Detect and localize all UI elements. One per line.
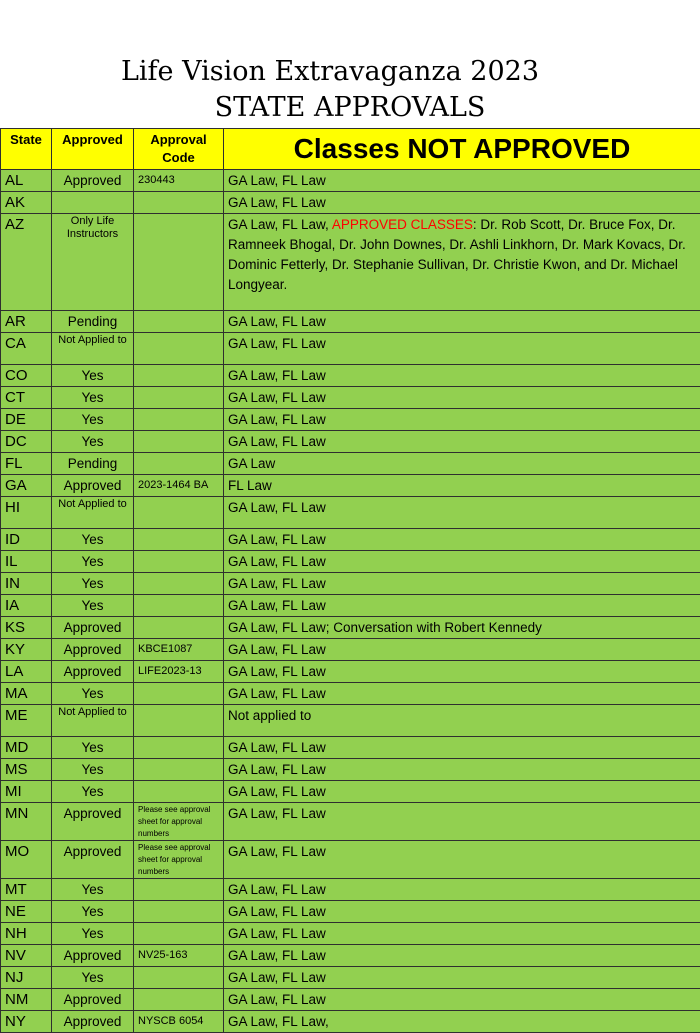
state-cell: MT [1, 879, 52, 901]
approval-code-cell [134, 683, 224, 705]
approved-cell: Yes [52, 781, 134, 803]
state-cell: MO [1, 841, 52, 879]
approval-code-cell [134, 989, 224, 1011]
approval-code-cell [134, 759, 224, 781]
header-classes-not-approved: Classes NOT APPROVED [224, 129, 700, 170]
not-approved-classes-cell: GA Law, FL Law [224, 989, 700, 1011]
table-header-row [1, 129, 700, 170]
header-state: State [1, 129, 52, 170]
not-approved-classes-cell: GA Law, FL Law [224, 639, 700, 661]
table-row [1, 901, 700, 923]
header-approval-code: Approval Code [134, 129, 224, 170]
not-approved-classes-cell: GA Law, FL Law [224, 901, 700, 923]
approval-code-cell: LIFE2023-13 [134, 661, 224, 683]
table-row [1, 475, 700, 497]
state-cell: DE [1, 409, 52, 431]
table-row [1, 551, 700, 573]
approval-code-cell: Please see approval sheet for approval numbers [134, 803, 224, 841]
approved-cell: Yes [52, 759, 134, 781]
approved-cell: Approved [52, 170, 134, 192]
table-row [1, 803, 700, 841]
not-approved-classes-cell: GA Law, FL Law [224, 497, 700, 529]
approved-cell: Yes [52, 551, 134, 573]
approval-code-cell [134, 705, 224, 737]
approval-code-cell [134, 529, 224, 551]
approved-cell: Yes [52, 387, 134, 409]
approved-cell: Yes [52, 595, 134, 617]
table-row [1, 841, 700, 879]
table-row [1, 945, 700, 967]
state-cell: CT [1, 387, 52, 409]
not-approved-classes-cell: GA Law, FL Law [224, 841, 700, 879]
approved-classes-label: APPROVED CLASSES [332, 217, 473, 232]
approved-cell: Yes [52, 409, 134, 431]
approval-code-cell [134, 595, 224, 617]
approved-cell: Approved [52, 803, 134, 841]
approval-code-cell: Please see approval sheet for approval numbers [134, 841, 224, 879]
state-cell: MD [1, 737, 52, 759]
approved-cell [52, 192, 134, 214]
approved-cell: Approved [52, 617, 134, 639]
table-row [1, 781, 700, 803]
approval-code-cell: 2023-1464 BA [134, 475, 224, 497]
state-cell: NE [1, 901, 52, 923]
state-cell: NY [1, 1011, 52, 1033]
table-row [1, 617, 700, 639]
table-row [1, 431, 700, 453]
approved-cell: Yes [52, 431, 134, 453]
state-cell: AK [1, 192, 52, 214]
approval-code-cell: NV25-163 [134, 945, 224, 967]
not-approved-classes-cell: GA Law, FL Law [224, 879, 700, 901]
approved-cell: Yes [52, 901, 134, 923]
not-approved-classes-cell: GA Law, FL Law [224, 551, 700, 573]
not-approved-classes-cell: GA Law [224, 453, 700, 475]
approval-code-cell [134, 387, 224, 409]
approved-cell: Yes [52, 529, 134, 551]
approved-cell: Approved [52, 661, 134, 683]
state-cell: FL [1, 453, 52, 475]
not-approved-classes-cell: GA Law, FL Law [224, 431, 700, 453]
approved-cell: Yes [52, 967, 134, 989]
not-approved-classes-cell: GA Law, FL Law [224, 781, 700, 803]
header-approved: Approved [52, 129, 134, 170]
approved-cell: Approved [52, 639, 134, 661]
table-row [1, 705, 700, 737]
not-approved-classes-cell: GA Law, FL Law [224, 595, 700, 617]
not-approved-classes-cell: GA Law, FL Law [224, 967, 700, 989]
table-row [1, 879, 700, 901]
not-approved-classes-cell: GA Law, FL Law; Conversation with Robert Kennedy [224, 617, 700, 639]
approved-cell: Yes [52, 683, 134, 705]
not-approved-classes-cell: GA Law, FL Law [224, 311, 700, 333]
table-row [1, 387, 700, 409]
approved-cell: Approved [52, 945, 134, 967]
state-cell: MN [1, 803, 52, 841]
approved-cell: Not Applied to [52, 705, 134, 737]
approved-cell: Not Applied to [52, 333, 134, 365]
approval-code-cell [134, 901, 224, 923]
approval-code-cell [134, 214, 224, 311]
not-approved-classes-cell: FL Law [224, 475, 700, 497]
approved-cell: Approved [52, 1011, 134, 1033]
not-approved-classes-cell: GA Law, FL Law [224, 529, 700, 551]
state-cell: AL [1, 170, 52, 192]
table-row [1, 497, 700, 529]
table-row [1, 409, 700, 431]
approval-code-cell [134, 431, 224, 453]
approval-code-cell [134, 365, 224, 387]
state-approvals-table [0, 128, 700, 1033]
approval-code-cell: 230443 [134, 170, 224, 192]
table-row [1, 192, 700, 214]
table-row [1, 529, 700, 551]
state-cell: NH [1, 923, 52, 945]
table-row [1, 170, 700, 192]
state-cell: AZ [1, 214, 52, 311]
table-row [1, 967, 700, 989]
not-approved-classes-cell: GA Law, FL Law [224, 683, 700, 705]
document-subtitle: STATE APPROVALS [20, 93, 680, 123]
state-cell: CA [1, 333, 52, 365]
approved-cell: Not Applied to [52, 497, 134, 529]
table-row [1, 661, 700, 683]
approval-code-cell [134, 311, 224, 333]
notes-text: : Dr. Rob Scott, Dr. Bruce Fox, Dr. Ramneek Bhogal, Dr. John Downes, Dr. Ashli Linkhorn, Dr. Mark Kovacs, Dr. Dominic Fetterly, Dr. Stephanie Sullivan, Dr. Christie Kwon, and Dr. Michael Longyear. [228, 217, 686, 292]
approved-cell: Approved [52, 841, 134, 879]
not-approved-classes-cell: GA Law, FL Law [224, 192, 700, 214]
approved-cell: Yes [52, 573, 134, 595]
approval-code-cell [134, 879, 224, 901]
not-approved-classes-cell: GA Law, FL Law, [224, 1011, 700, 1033]
notes-prefix: GA Law, FL Law, [228, 217, 332, 232]
approval-code-cell [134, 551, 224, 573]
state-cell: HI [1, 497, 52, 529]
approval-code-cell [134, 967, 224, 989]
state-cell: DC [1, 431, 52, 453]
approved-cell: Approved [52, 989, 134, 1011]
document-title: Life Vision Extravaganza 2023 [0, 57, 660, 87]
table-row [1, 639, 700, 661]
approved-cell: Only Life Instructors [52, 214, 134, 311]
approved-cell: Pending [52, 311, 134, 333]
approval-code-cell [134, 781, 224, 803]
not-approved-classes-cell: GA Law, FL Law [224, 923, 700, 945]
approval-code-cell [134, 737, 224, 759]
approval-code-cell [134, 409, 224, 431]
table-row [1, 214, 700, 311]
approved-cell: Pending [52, 453, 134, 475]
state-cell: KS [1, 617, 52, 639]
state-cell: NM [1, 989, 52, 1011]
not-approved-classes-cell: GA Law, FL Law [224, 387, 700, 409]
approved-cell: Yes [52, 879, 134, 901]
state-cell: IL [1, 551, 52, 573]
not-approved-classes-cell: GA Law, FL Law [224, 759, 700, 781]
state-cell: KY [1, 639, 52, 661]
not-approved-classes-cell: GA Law, FL Law [224, 333, 700, 365]
not-approved-classes-cell: GA Law, FL Law [224, 945, 700, 967]
state-cell: MI [1, 781, 52, 803]
table-row [1, 333, 700, 365]
state-cell: ME [1, 705, 52, 737]
approved-cell: Yes [52, 737, 134, 759]
table-row [1, 573, 700, 595]
state-cell: NV [1, 945, 52, 967]
approval-code-cell: KBCE1087 [134, 639, 224, 661]
state-cell: LA [1, 661, 52, 683]
table-row [1, 683, 700, 705]
approval-code-cell [134, 497, 224, 529]
approved-cell: Yes [52, 923, 134, 945]
not-approved-classes-cell: GA Law, FL Law [224, 573, 700, 595]
approval-code-cell [134, 923, 224, 945]
approval-code-cell [134, 617, 224, 639]
table-row [1, 365, 700, 387]
state-cell: MA [1, 683, 52, 705]
not-approved-classes-cell: Not applied to [224, 705, 700, 737]
not-approved-classes-cell: GA Law, FL Law [224, 661, 700, 683]
table-row [1, 989, 700, 1011]
state-cell: IA [1, 595, 52, 617]
approved-cell: Yes [52, 365, 134, 387]
table-row [1, 311, 700, 333]
table-row [1, 453, 700, 475]
state-cell: MS [1, 759, 52, 781]
approved-cell: Approved [52, 475, 134, 497]
not-approved-classes-cell: GA Law, FL Law [224, 170, 700, 192]
table-row [1, 923, 700, 945]
approval-code-cell [134, 573, 224, 595]
table-row [1, 595, 700, 617]
approval-code-cell [134, 453, 224, 475]
not-approved-classes-cell: GA Law, FL Law [224, 737, 700, 759]
not-approved-classes-cell [224, 214, 700, 311]
approval-code-cell: NYSCB 6054 [134, 1011, 224, 1033]
state-cell: IN [1, 573, 52, 595]
table-row [1, 737, 700, 759]
state-cell: NJ [1, 967, 52, 989]
state-cell: ID [1, 529, 52, 551]
approval-code-cell [134, 192, 224, 214]
table-row [1, 1011, 700, 1033]
not-approved-classes-cell: GA Law, FL Law [224, 409, 700, 431]
approval-code-cell [134, 333, 224, 365]
not-approved-classes-cell: GA Law, FL Law [224, 365, 700, 387]
not-approved-classes-cell: GA Law, FL Law [224, 803, 700, 841]
state-cell: GA [1, 475, 52, 497]
state-cell: CO [1, 365, 52, 387]
state-cell: AR [1, 311, 52, 333]
table-row [1, 759, 700, 781]
